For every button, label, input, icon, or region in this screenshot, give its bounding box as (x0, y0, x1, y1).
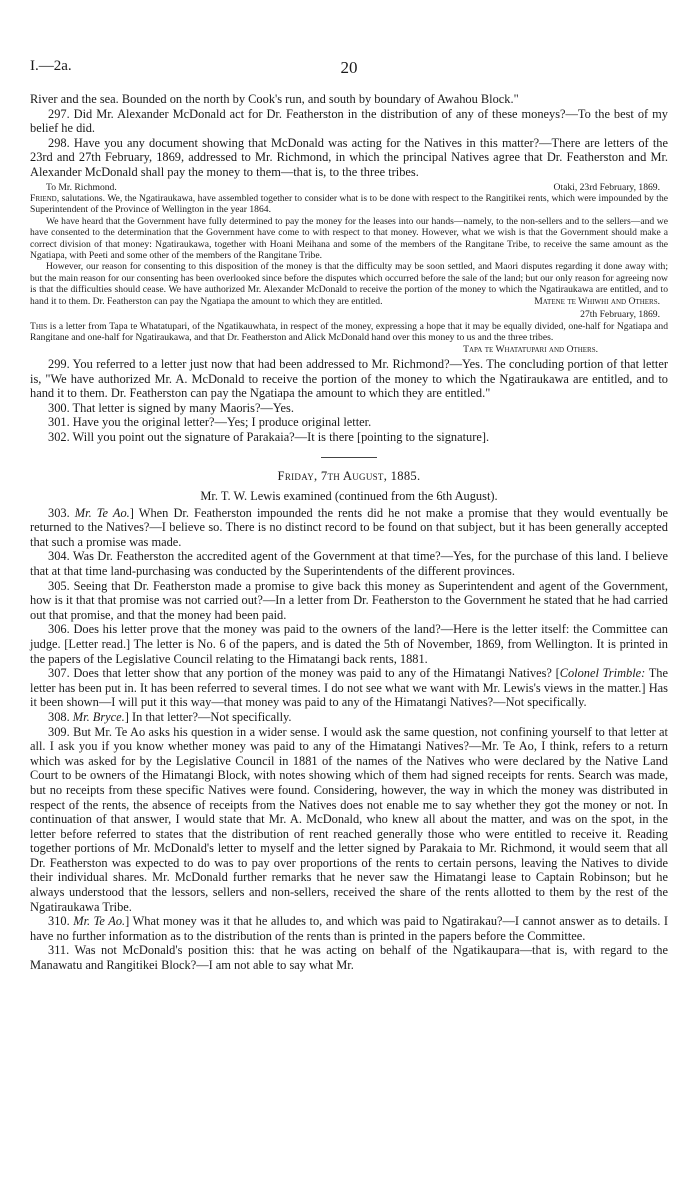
letter-2-this: This (30, 320, 48, 332)
question-306: 306. Does his letter prove that the money was paid to the owners of the land?—Here is the letter itself: the Committee can judge. [Letter read.] The letter is No. 6 of the papers, and is dated the 5th of November, 1869, from Wellington. It is printed in the papers of the Legislative Council relating to the Himatangi back rents, 1881. (30, 622, 668, 666)
section-divider (321, 457, 377, 458)
questioner: Mr. Te Ao. (74, 505, 130, 520)
question-299: 299. You referred to a letter just now that had been addressed to Mr. Richmond?—Yes. The concluding portion of that letter is, "We have authorized Mr. A. McDonald to receive the portion of the money to which the Ngatiraukawa are entitled, and to hand it to them. Dr. Featherston can pay the Ngatiapa the amount to which they are entitled." (30, 357, 668, 401)
letter-paragraph-1-text: salutations. We, the Ngatiraukawa, have assembled together to consider what is to be done with respect to the Rangitikei rents, which were impounded by the Superintendent of the Province of Wellington in the year 1864. (30, 192, 668, 216)
questioner: Mr. Bryce. (72, 709, 125, 724)
question-text-a: 307. Does that letter show that any portion of the money was paid to any of the Himatangi Natives? (48, 666, 552, 681)
letter-signature: Matene te Whiwhi and Others. (534, 296, 660, 308)
letter-2-signature: Tapa te Whatatupari and Others. (463, 343, 598, 355)
question-text: What money was it that he alludes to, and which was paid to Ngatirakau?—I cannot answer as to details. I have no further information as to the distribution of the rents than is printed in the papers before the Committee. (30, 914, 669, 943)
paragraph-continuation: River and the sea. Bounded on the north by Cook's run, and south by boundary of Awahou Block." (30, 92, 519, 106)
question-text: When Dr. Featherston impounded the rents did he not make a promise that they would eventually be returned to the Natives?—I believe so. There is no distinct record to be found on that subject, but it has been generally accepted that such a promise was made. (30, 505, 669, 549)
question-304: 304. Was Dr. Featherston the accredited agent of the Government at that time?—Yes, for the purchase of this land. I believe that at that time land-purchasing was conducted by the Superintendents of the different provinces. (30, 549, 668, 578)
letter-header-row (30, 182, 668, 193)
document-reference: I.—2a. (30, 58, 72, 74)
question-298: 298. Have you any document showing that McDonald was acting for the Natives in this matter?—There are letters of the 23rd and 27th February, 1869, addressed to Mr. Richmond, in which the principal Natives agree that Dr. Featherston and Mr. Alexander McDonald shall pay the money to them—that is, to the three tribes. (30, 135, 668, 179)
question-311: 311. Was not McDonald's position this: that he was acting on behalf of the Ngatikaupara—that is, with regard to the Manawatu and Rangitikei Block?—I am not able to say what Mr. (30, 943, 668, 973)
question-303: 303. Mr. Te Ao.] When Dr. Featherston impounded the rents did he not make a promise that they would eventually be returned to the Natives?—I believe so. There is no distinct record to be found on that subject, but it has been generally accepted that such a promise was made. (30, 505, 669, 549)
question-text-b: The letter has been put in. It has been referred to several times. I do not see what we want with Mr. Lewis's views in the matter.] Has it been shown—I will put it this way—that money was paid to any of the Himatangi Natives?—Not specifically. (30, 666, 668, 710)
page-header (30, 58, 668, 80)
question-302: 302. Will you point out the signature of Parakaia?—It is there [pointing to the signature]. (48, 430, 490, 445)
question-305: 305. Seeing that Dr. Featherston made a promise to give back this money as Superintendent and agent of the Government, how is it that that promise was not carried out?—In a letter from Dr. Featherston to the Government he stated that he had carried out that promise, and that the money had been paid. (30, 578, 668, 622)
letter-23-february (30, 182, 668, 308)
letter-2-date: 27th February, 1869. (580, 309, 660, 321)
letter-paragraph-1 (30, 193, 668, 216)
question-number: 310. (48, 914, 70, 929)
letter-2-text (30, 321, 668, 344)
question-301: 301. Have you the original letter?—Yes; I produce original letter. (48, 415, 372, 430)
letter-salutation: Friend, (30, 192, 60, 204)
page-body (30, 92, 668, 973)
question-text: In that letter?—Not specifically. (131, 709, 292, 724)
page-number: 20 (340, 58, 358, 77)
question-309: 309. But Mr. Te Ao asks his question in a wider sense. I would ask the same question, not confining yourself to that letter at all. I ask you if you know whether money was paid to any of the Himatangi Natives?—Mr. Te Ao, I think, refers to a return which was asked for by the Legislative Council in 1881 of the names of the Natives who were declared by the Native Land Court to be owners of the Himatangi Block, with notes showing which of them had signed receipts for rents. Search was made, but no receipts from these specific Natives were found. Considering, however, the way in which the money was distributed in respect of the rents, the absence of receipts from the Natives does not enable me to say whether they got the money or not. In continuation of that answer, I would state that Mr. A. McDonald, who knew all about the matter, and was on the spot, in the letter before referred to states that the distribution of rent reached generally those who were entitled to receive it. Reading together portions of Mr. McDonald's letter to myself and the letter signed by Parakaia to Mr. Richmond, it would seem that all Dr. Featherston was expected to do was to pay over proportions of the rents to certain persons, leaving the Natives to divide their individual shares. Mr. McDonald further remarks that he never saw the Himatangi lease to Captain Robinson; but he always understood that the lessors, sellers and non-sellers, received the share of the rents allotted to them by the rest of the Ngatiraukawa Tribe. (30, 724, 668, 914)
questioner: Mr. Te Ao. (73, 914, 126, 929)
letter-paragraph-3: However, our reason for consenting to this disposition of the money is that the difficulty may be soon settled, and Maori disputes regarding it done away with; but the main reason for our consenting has been overlooked since before the disputes which occurred before the sale of the land; but our only reason for agreeing now is that the difficulties should cease. We have authorized Mr. Alexander McDonald to receive the portion of the money to which the Ngatiraukawa are entitled, and to hand it to them. Dr. Featherston can pay the Ngatiapa the amount to which they are entitled. (30, 261, 668, 307)
letter-place-date: Otaki, 23rd February, 1869. (553, 181, 660, 193)
letter-2-body: is a letter from Tapa te Whatatupari, of the Ngatikauwhata, in respect of the money, expressing a hope that it may be equally divided, one-half for Ngatiapa and Rangitane and one-half for Ngatiraukawa, and that Dr. Featherston and Alick McDonald hand over this money to us and the three tribes. (30, 320, 668, 344)
question-308: 308. Mr. Bryce.] In that letter?—Not specifically. (48, 709, 292, 724)
question-310: 310. Mr. Te Ao.] What money was it that he alludes to, and which was paid to Ngatirakau?—I cannot answer as to details. I have no further information as to the distribution of the rents than is printed in the papers before the Committee. (30, 914, 669, 943)
letter-paragraph-2: We have heard that the Government have fully determined to pay the money for the leases into our hands—namely, to the non-sellers and to the sellers—and we have consented to the determination that the Government have come to with respect to that money. However, what we wish is that the Government should make a correct division of that money: Ngatiraukawa, together with Hoani Meihana and some of the members of the Rangitane Tribe, to receive the same amount as the Ngatiapa, with Peeti and some other of the members of the Rangitane Tribe. (30, 215, 668, 261)
letter-addressee: To Mr. Richmond. (46, 181, 117, 193)
letter-27-february (30, 309, 668, 355)
question-number: 308. (48, 709, 70, 724)
date-heading: Friday, 7th August, 1885. (277, 468, 421, 483)
question-297: 297. Did Mr. Alexander McDonald act for Dr. Featherston in the distribution of any of these moneys?—To the best of my belief he did. (30, 106, 668, 136)
interjector: Colonel Trimble: (559, 666, 646, 681)
witness-examined: Mr. T. W. Lewis examined (continued from the 6th August). (200, 488, 498, 503)
question-number: 303. (48, 505, 70, 520)
question-307: 307. Does that letter show that any portion of the money was paid to any of the Himatangi Natives? [Colonel Trimble: The letter has been put in. It has been referred to several times. I do not see what we want with Mr. Lewis's views in the matter.] Has it been shown—I will put it this way—that money was paid to any of the Himatangi Natives?—Not specifically. (30, 666, 668, 710)
question-300: 300. That letter is signed by many Maoris?—Yes. (48, 400, 294, 415)
